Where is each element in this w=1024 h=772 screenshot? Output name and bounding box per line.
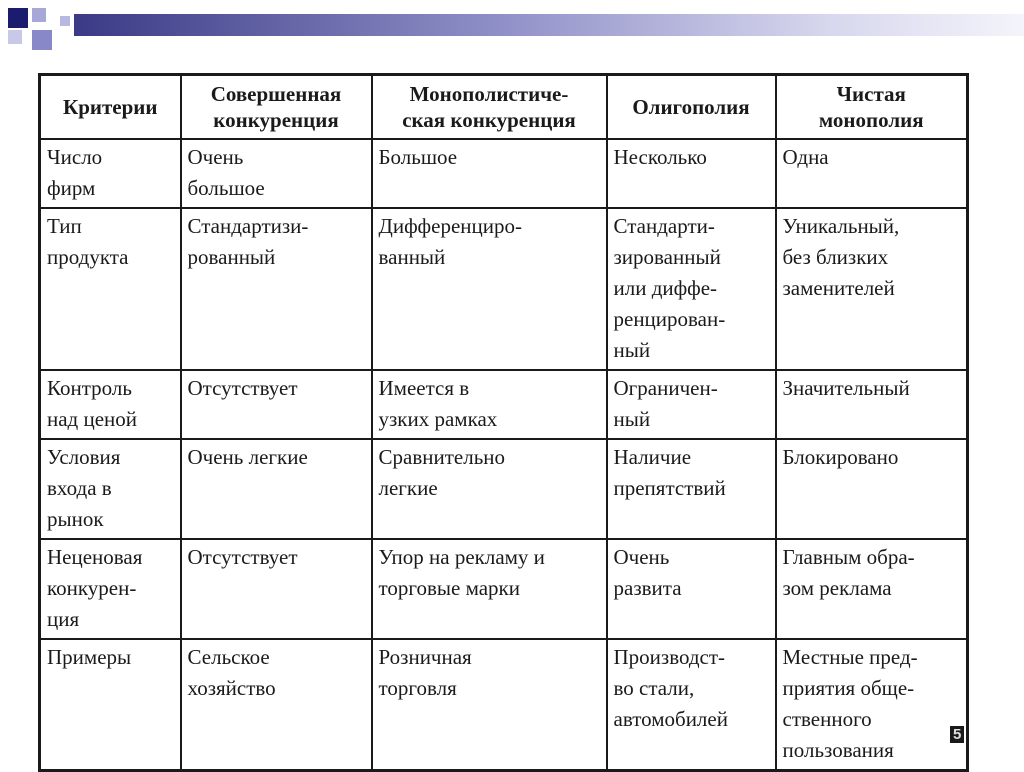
table-cell: Имеется в узких рамках — [372, 370, 607, 439]
decor-square-mid — [32, 30, 52, 50]
table-cell: Уникальный, без близких заменителей — [776, 208, 968, 370]
table-cell: Очень легкие — [181, 439, 372, 539]
table-row — [40, 439, 968, 539]
header-gradient-bar — [74, 14, 1024, 36]
table-cell: Несколько — [607, 139, 776, 208]
decor-square-small — [60, 16, 70, 26]
table-cell: Стандартизи- рованный — [181, 208, 372, 370]
header-perfect-competition: Совершенная конкуренция — [181, 75, 372, 140]
table-cell: Сельское хозяйство — [181, 639, 372, 771]
header-criteria: Критерии — [40, 75, 181, 140]
table-cell: Наличие препятствий — [607, 439, 776, 539]
table-cell: Розничная торговля — [372, 639, 607, 771]
table-cell: Стандарти- зированный или диффе- ренцирован- ный — [607, 208, 776, 370]
table-cell: Блокировано — [776, 439, 968, 539]
table-row — [40, 539, 968, 639]
header-oligopoly: Олигополия — [607, 75, 776, 140]
table-row — [40, 370, 968, 439]
table-cell: Ограничен- ный — [607, 370, 776, 439]
table-cell: Отсутствует — [181, 539, 372, 639]
table-header-row — [40, 75, 968, 140]
decor-square-pale — [8, 30, 22, 44]
table-cell: Одна — [776, 139, 968, 208]
decor-square-dark — [8, 8, 28, 28]
table-cell: Упор на рекламу и торговые марки — [372, 539, 607, 639]
comparison-table-container — [38, 73, 969, 772]
header-monopolistic-competition: Монополистиче- ская конкуренция — [372, 75, 607, 140]
table-row — [40, 639, 968, 771]
row-label-number-of-firms: Число фирм — [40, 139, 181, 208]
row-label-examples: Примеры — [40, 639, 181, 771]
table-cell: Значительный — [776, 370, 968, 439]
table-cell: Отсутствует — [181, 370, 372, 439]
table-cell: Главным обра- зом реклама — [776, 539, 968, 639]
table-cell: Сравнительно легкие — [372, 439, 607, 539]
page-number: 5 — [950, 726, 964, 743]
table-cell: Очень развита — [607, 539, 776, 639]
table-cell: Большое — [372, 139, 607, 208]
row-label-non-price-competition: Неценовая конкурен- ция — [40, 539, 181, 639]
table-cell: Очень большое — [181, 139, 372, 208]
decor-square-light — [32, 8, 46, 22]
table-cell: Дифференциро- ванный — [372, 208, 607, 370]
row-label-market-entry: Условия входа в рынок — [40, 439, 181, 539]
table-cell: Производст- во стали, автомобилей — [607, 639, 776, 771]
table-cell: Местные пред- приятия обще- ственного пользования — [776, 639, 968, 771]
market-structures-table — [38, 73, 969, 772]
table-row — [40, 139, 968, 208]
row-label-product-type: Тип продукта — [40, 208, 181, 370]
header-pure-monopoly: Чистая монополия — [776, 75, 968, 140]
table-row — [40, 208, 968, 370]
row-label-price-control: Контроль над ценой — [40, 370, 181, 439]
